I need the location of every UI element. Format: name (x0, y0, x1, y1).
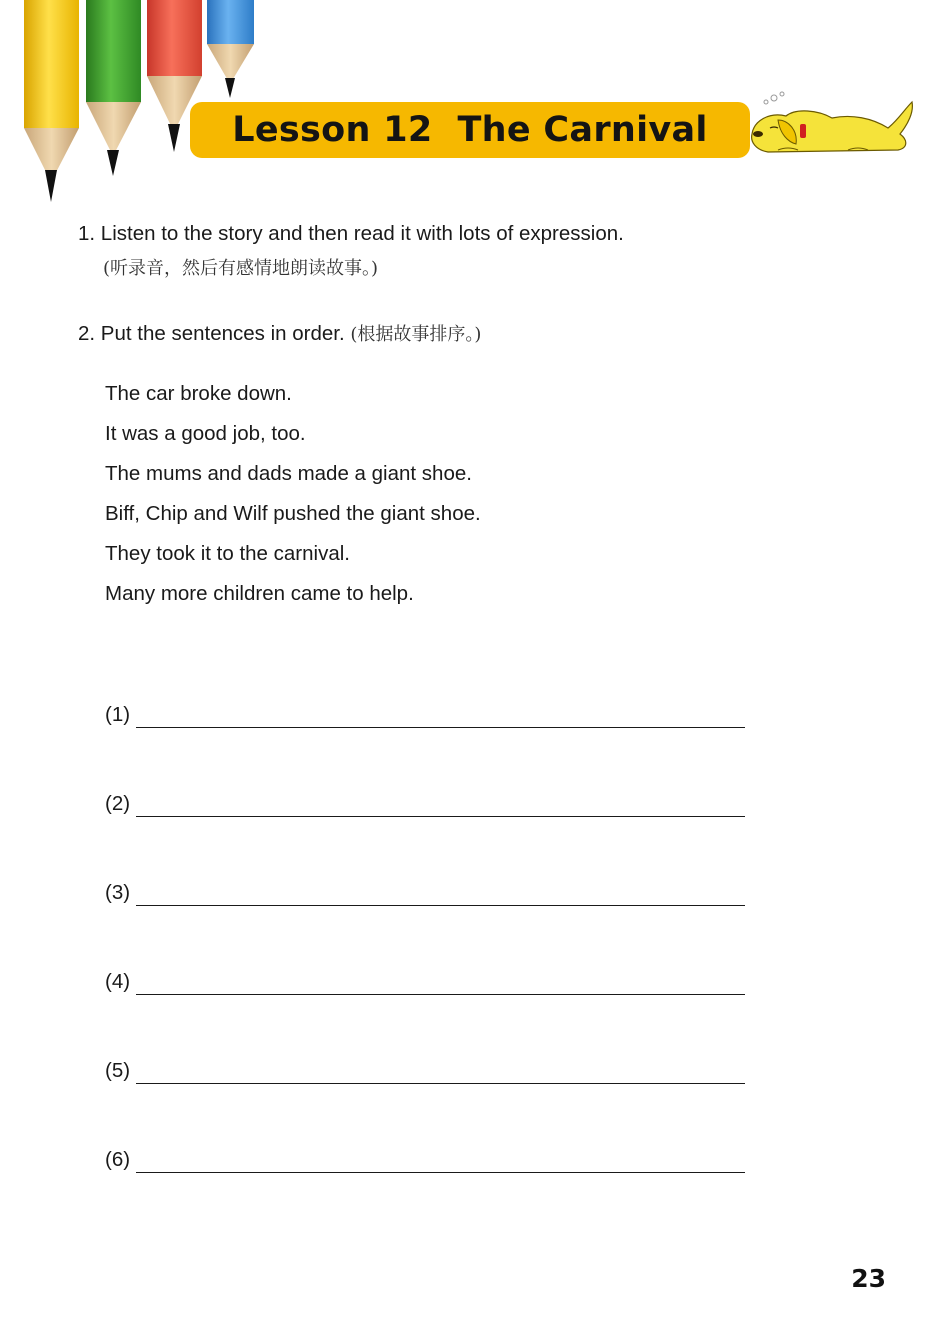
sentence: The mums and dads made a giant shoe. (105, 462, 472, 485)
answer-row-5[interactable] (105, 1054, 745, 1084)
answer-row-6[interactable] (105, 1143, 745, 1173)
answer-line[interactable] (136, 1059, 745, 1084)
answer-line[interactable] (136, 792, 745, 817)
answer-row-3[interactable] (105, 876, 745, 906)
lesson-title: Lesson 12 The Carnival (232, 110, 708, 150)
answer-row-2[interactable] (105, 787, 745, 817)
green-pencil-icon (86, 0, 141, 176)
instruction-2 (78, 320, 481, 346)
answer-line[interactable] (136, 703, 745, 728)
answer-number: (3) (105, 881, 131, 904)
answer-number: (6) (105, 1148, 131, 1171)
instruction-1: 1. Listen to the story and then read it with lots of expression. (78, 222, 624, 245)
answer-number: (2) (105, 792, 131, 815)
title-banner (190, 102, 750, 158)
sleeping-dog-icon (748, 90, 920, 158)
sentence: It was a good job, too. (105, 422, 306, 445)
answer-line[interactable] (136, 881, 745, 906)
yellow-pencil-icon (24, 0, 79, 202)
sentence: Biff, Chip and Wilf pushed the giant shoe. (105, 502, 481, 525)
answer-number: (4) (105, 970, 131, 993)
answer-line[interactable] (136, 1148, 745, 1173)
instruction-1-translation: (听录音，然后有感情地朗读故事。) (103, 258, 379, 279)
instruction-2-translation: (根据故事排序。) (350, 324, 482, 345)
answer-row-1[interactable] (105, 698, 745, 728)
blue-pencil-icon (207, 0, 254, 98)
sentence-list (105, 378, 481, 618)
sentence: They took it to the carnival. (105, 542, 350, 565)
instruction-2-text: 2. Put the sentences in order. (78, 322, 345, 345)
page-number: 23 (851, 1264, 886, 1293)
answer-number: (1) (105, 703, 131, 726)
answer-line[interactable] (136, 970, 745, 995)
sentence: Many more children came to help. (105, 582, 414, 605)
answer-row-4[interactable] (105, 965, 745, 995)
sentence: The car broke down. (105, 382, 292, 405)
answer-number: (5) (105, 1059, 131, 1082)
